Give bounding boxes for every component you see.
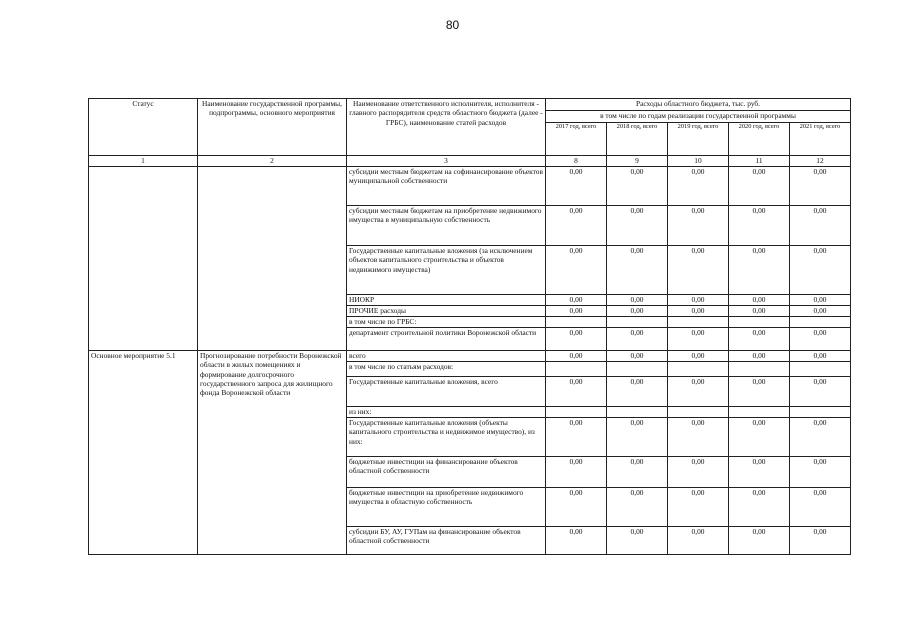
value-cell: 0,00 bbox=[790, 167, 851, 206]
empty-cell bbox=[89, 306, 198, 317]
value-cell: 0,00 bbox=[607, 377, 668, 407]
expense-label: субсидии местным бюджетам на софинансирование объектов муниципальной собственности bbox=[347, 167, 546, 206]
column-number: 10 bbox=[668, 156, 729, 167]
column-number: 11 bbox=[729, 156, 790, 167]
column-number: 3 bbox=[347, 156, 546, 167]
expense-label: НИОКР bbox=[347, 295, 546, 306]
table-row bbox=[89, 351, 851, 362]
value-cell: 0,00 bbox=[668, 206, 729, 246]
value-cell: 0,00 bbox=[790, 306, 851, 317]
value-cell: 0,00 bbox=[668, 295, 729, 306]
value-cell: 0,00 bbox=[790, 377, 851, 407]
value-cell bbox=[546, 362, 607, 377]
expense-label: ПРОЧИЕ расходы bbox=[347, 306, 546, 317]
header-year: 2018 год, всего bbox=[607, 123, 668, 156]
expense-label: из них: bbox=[347, 407, 546, 418]
value-cell: 0,00 bbox=[790, 351, 851, 362]
table-row bbox=[89, 306, 851, 317]
value-cell: 0,00 bbox=[546, 377, 607, 407]
value-cell: 0,00 bbox=[729, 246, 790, 295]
value-cell: 0,00 bbox=[729, 167, 790, 206]
value-cell bbox=[790, 362, 851, 377]
column-number: 1 bbox=[89, 156, 198, 167]
value-cell bbox=[607, 362, 668, 377]
expense-label: Государственные капитальные вложения, всего bbox=[347, 377, 546, 407]
value-cell: 0,00 bbox=[729, 418, 790, 457]
table-body bbox=[89, 167, 851, 555]
column-number-row bbox=[89, 156, 851, 167]
value-cell bbox=[668, 362, 729, 377]
program-name-cell: Прогнозирование потребности Воронежской области в жилых помещениях и формирование долгосрочного государственного запроса для жилищного фонда Воронежской области bbox=[198, 351, 347, 555]
expense-label: Государственные капитальные вложения (за исключением объектов капитального строительства и объектов недвижимого имущества) bbox=[347, 246, 546, 295]
header-program-name: Наименование государственной программы, подпрограммы, основного мероприятия bbox=[198, 99, 347, 156]
value-cell: 0,00 bbox=[546, 306, 607, 317]
value-cell: 0,00 bbox=[607, 167, 668, 206]
header-year: 2021 год, всего bbox=[790, 123, 851, 156]
value-cell: 0,00 bbox=[607, 418, 668, 457]
value-cell: 0,00 bbox=[729, 351, 790, 362]
value-cell: 0,00 bbox=[790, 246, 851, 295]
value-cell: 0,00 bbox=[668, 527, 729, 555]
expense-label: всего bbox=[347, 351, 546, 362]
value-cell: 0,00 bbox=[546, 527, 607, 555]
value-cell: 0,00 bbox=[668, 457, 729, 488]
value-cell: 0,00 bbox=[607, 488, 668, 527]
value-cell: 0,00 bbox=[729, 488, 790, 527]
header-expenses: Расходы областного бюджета, тыс. руб. bbox=[546, 99, 851, 111]
header-by-years: в том числе по годам реализации государственной программы bbox=[546, 111, 851, 123]
column-number: 8 bbox=[546, 156, 607, 167]
table-row bbox=[89, 167, 851, 206]
value-cell bbox=[729, 407, 790, 418]
table-row bbox=[89, 246, 851, 295]
value-cell bbox=[790, 407, 851, 418]
value-cell bbox=[607, 317, 668, 328]
value-cell: 0,00 bbox=[546, 206, 607, 246]
table-row bbox=[89, 206, 851, 246]
empty-cell bbox=[198, 328, 347, 351]
expense-label: субсидии БУ, АУ, ГУПам на финансирование объектов областной собственности bbox=[347, 527, 546, 555]
value-cell: 0,00 bbox=[729, 328, 790, 351]
value-cell bbox=[607, 407, 668, 418]
value-cell: 0,00 bbox=[790, 457, 851, 488]
value-cell: 0,00 bbox=[668, 306, 729, 317]
expense-label: Государственные капитальные вложения (объекты капитального строительства и недвижимое имущество), из них: bbox=[347, 418, 546, 457]
header-executor: Наименование ответственного исполнителя, исполнителя - главного распорядителя средств областного бюджета (далее - ГРБС), наименование статей расходов bbox=[347, 99, 546, 156]
value-cell: 0,00 bbox=[790, 295, 851, 306]
value-cell: 0,00 bbox=[790, 418, 851, 457]
empty-cell bbox=[89, 246, 198, 295]
value-cell bbox=[546, 407, 607, 418]
empty-cell bbox=[198, 206, 347, 246]
expense-label: субсидии местным бюджетам на приобретение недвижимого имущества в муниципальную собственность bbox=[347, 206, 546, 246]
value-cell: 0,00 bbox=[546, 488, 607, 527]
table-row bbox=[89, 328, 851, 351]
value-cell: 0,00 bbox=[546, 328, 607, 351]
value-cell: 0,00 bbox=[790, 488, 851, 527]
value-cell: 0,00 bbox=[729, 527, 790, 555]
value-cell: 0,00 bbox=[668, 328, 729, 351]
value-cell: 0,00 bbox=[607, 295, 668, 306]
value-cell: 0,00 bbox=[546, 457, 607, 488]
value-cell: 0,00 bbox=[668, 377, 729, 407]
value-cell: 0,00 bbox=[729, 457, 790, 488]
value-cell: 0,00 bbox=[607, 351, 668, 362]
value-cell: 0,00 bbox=[546, 418, 607, 457]
header-year: 2017 год, всего bbox=[546, 123, 607, 156]
column-number: 12 bbox=[790, 156, 851, 167]
header-year: 2020 год, всего bbox=[729, 123, 790, 156]
value-cell: 0,00 bbox=[607, 306, 668, 317]
budget-table bbox=[88, 98, 851, 555]
value-cell: 0,00 bbox=[607, 246, 668, 295]
empty-cell bbox=[198, 295, 347, 306]
expense-label: бюджетные инвестиции на приобретение недвижимого имущества в областную собственность bbox=[347, 488, 546, 527]
empty-cell bbox=[198, 246, 347, 295]
value-cell: 0,00 bbox=[607, 457, 668, 488]
value-cell: 0,00 bbox=[607, 328, 668, 351]
table-header bbox=[89, 99, 851, 167]
page-number: 80 bbox=[445, 18, 460, 32]
column-number: 2 bbox=[198, 156, 347, 167]
empty-cell bbox=[198, 306, 347, 317]
value-cell: 0,00 bbox=[546, 246, 607, 295]
value-cell: 0,00 bbox=[546, 167, 607, 206]
value-cell: 0,00 bbox=[729, 295, 790, 306]
header-year: 2019 год, всего bbox=[668, 123, 729, 156]
value-cell bbox=[729, 317, 790, 328]
value-cell: 0,00 bbox=[607, 206, 668, 246]
header-status: Статус bbox=[89, 99, 198, 156]
value-cell: 0,00 bbox=[668, 488, 729, 527]
value-cell: 0,00 bbox=[546, 295, 607, 306]
value-cell: 0,00 bbox=[729, 206, 790, 246]
empty-cell bbox=[89, 295, 198, 306]
expense-label: департамент строительной политики Воронежской области bbox=[347, 328, 546, 351]
value-cell bbox=[546, 317, 607, 328]
value-cell: 0,00 bbox=[668, 246, 729, 295]
value-cell: 0,00 bbox=[790, 206, 851, 246]
value-cell: 0,00 bbox=[729, 306, 790, 317]
empty-cell bbox=[89, 206, 198, 246]
value-cell: 0,00 bbox=[668, 167, 729, 206]
value-cell: 0,00 bbox=[546, 351, 607, 362]
value-cell: 0,00 bbox=[790, 328, 851, 351]
empty-cell bbox=[89, 317, 198, 328]
status-cell: Основное мероприятие 5.1 bbox=[89, 351, 198, 555]
value-cell bbox=[729, 362, 790, 377]
column-number: 9 bbox=[607, 156, 668, 167]
value-cell bbox=[668, 317, 729, 328]
table-row bbox=[89, 295, 851, 306]
expense-label: бюджетные инвестиции на финансирование объектов областной собственности bbox=[347, 457, 546, 488]
empty-cell bbox=[198, 317, 347, 328]
value-cell: 0,00 bbox=[729, 377, 790, 407]
value-cell bbox=[668, 407, 729, 418]
value-cell: 0,00 bbox=[790, 527, 851, 555]
value-cell: 0,00 bbox=[668, 418, 729, 457]
value-cell: 0,00 bbox=[607, 527, 668, 555]
empty-cell bbox=[89, 328, 198, 351]
value-cell bbox=[790, 317, 851, 328]
empty-cell bbox=[198, 167, 347, 206]
value-cell: 0,00 bbox=[668, 351, 729, 362]
expense-label: в том числе по ГРБС: bbox=[347, 317, 546, 328]
empty-cell bbox=[89, 167, 198, 206]
expense-label: в том числе по статьям расходов: bbox=[347, 362, 546, 377]
table-row bbox=[89, 317, 851, 328]
